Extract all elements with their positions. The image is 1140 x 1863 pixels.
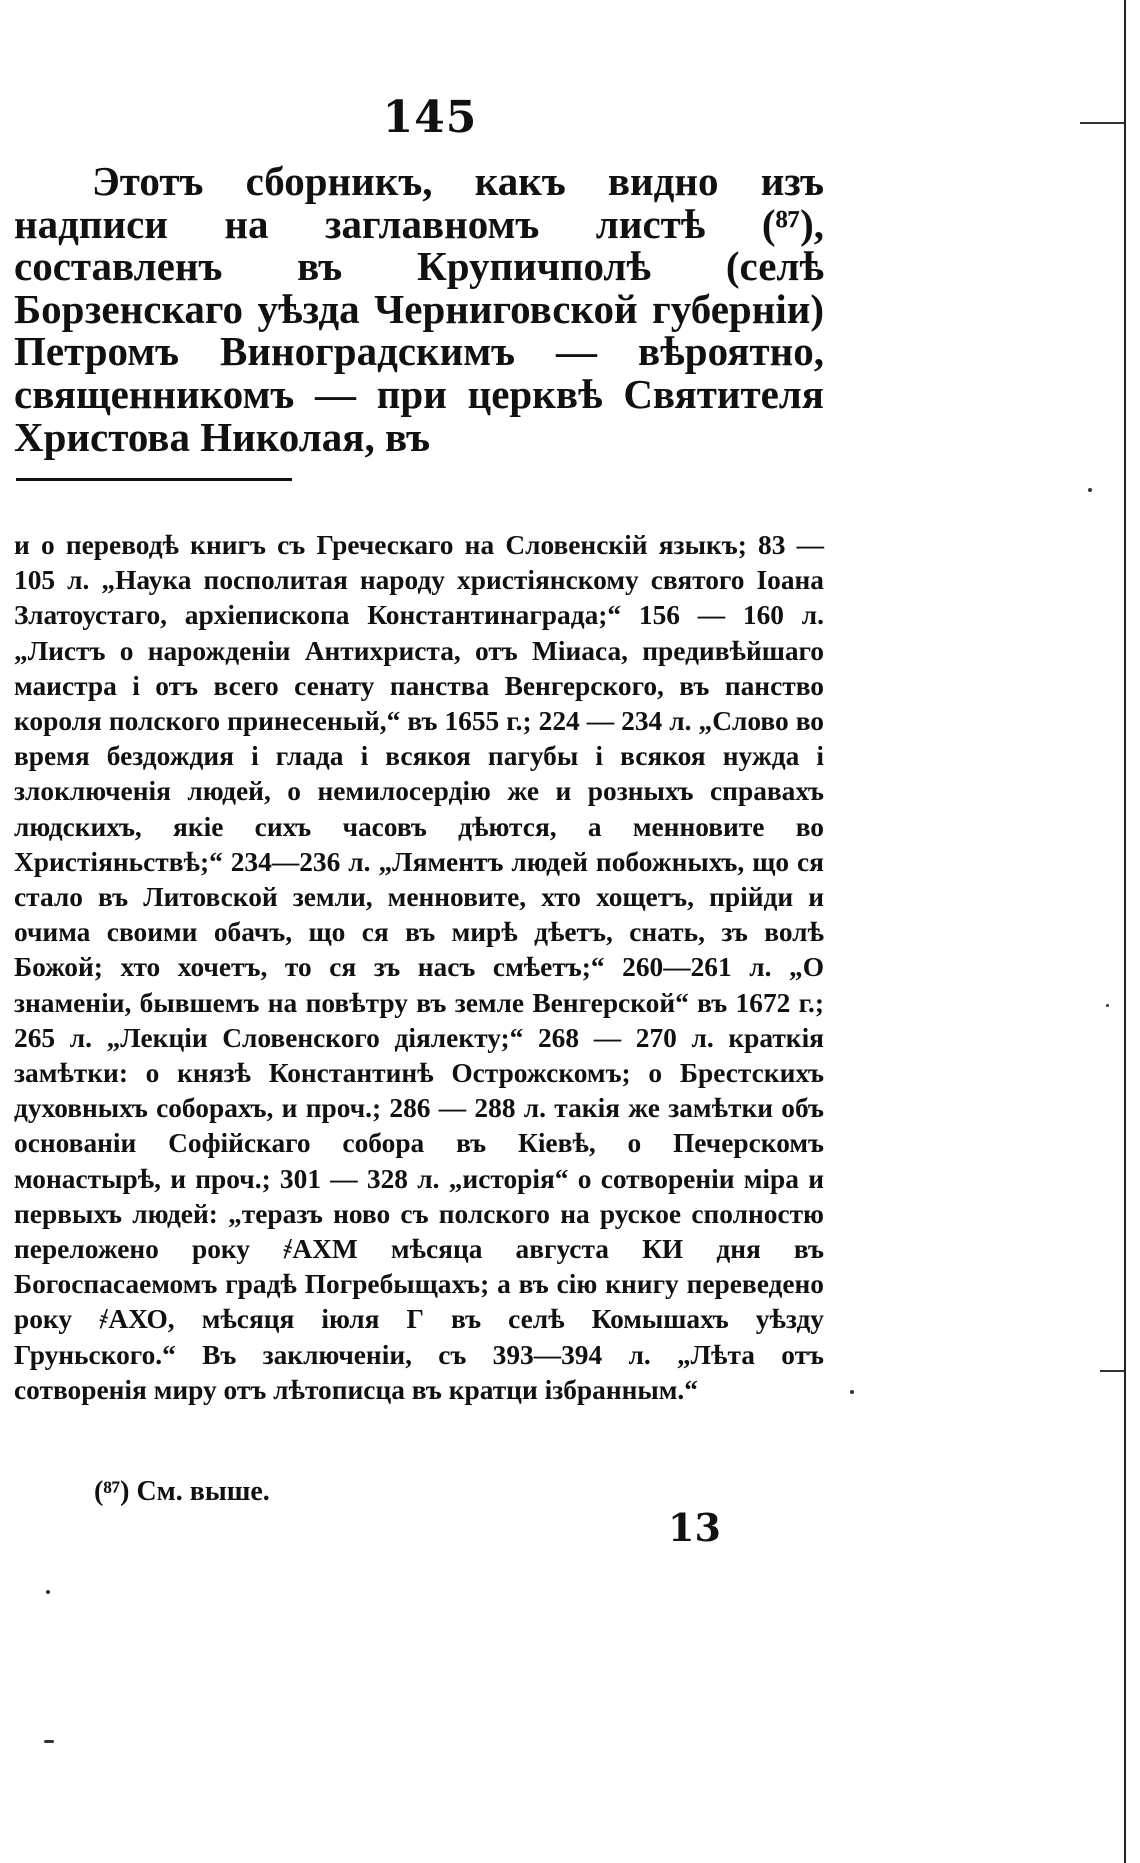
main-text <box>14 160 824 458</box>
main-paragraph: Этотъ сборникъ, какъ видно изъ надписи на заглавномъ листѣ (⁸⁷), составленъ въ Крупичполѣ (селѣ Борзенскаго уѣзда Черниговской губерніи) Петромъ Виноградскимъ — вѣроятно, священникомъ — при церквѣ Святителя Христова Николая, въ <box>14 158 824 460</box>
scan-speck <box>46 1590 50 1594</box>
margin-tick-mark <box>1080 122 1124 124</box>
printer-signature-mark: 13 <box>668 1505 721 1550</box>
page-edge-line <box>1124 0 1126 1863</box>
scan-speck <box>850 1390 854 1394</box>
footnote-87: (⁸⁷) См. выше. <box>94 1476 270 1507</box>
footnote-continuation <box>14 528 824 1408</box>
footnote-paragraph: и о переводѣ книгъ съ Греческаго на Словенскій языкъ; 83 — 105 л. „Наука посполитая народу христіянскому святого Іоана Златоустаго, архіепископа Константинаграда;“ 156 — 160 л. „Листъ о нарожденіи Антихриста, отъ Міиаса, предивѣйшаго маистра і отъ всего сенату панства Венгерского, въ панство короля полского принесеный,“ въ 1655 г.; 224 — 234 л. „Слово во время бездождия і глада і всякоя пагубы і всякоя нужда і злоключенія людей, о немилосердію же и розныхъ справахъ людскихъ, якіе сихъ часовъ дѣются, а менновите во Христіяньствѣ;“ 234—236 л. „Ляментъ людей побожныхъ, що ся стало въ Литовской земли, менновите, хто хощетъ, прійди и очима своими обачъ, що ся въ мирѣ дѣетъ, снать, зъ волѣ Божой; хто хочетъ, то ся зъ насъ смѣетъ;“ 260—261 л. „О знаменіи, бывшемъ на повѣтру въ земле Венгерской“ въ 1672 г.; 265 л. „Лекціи Словенского діялекту;“ 268 — 270 л. краткія замѣтки: о князѣ Константинѣ Острожскомъ; о Брестскихъ духовныхъ соборахъ, и проч.; 286 — 288 л. такія же замѣтки объ основаніи Софійскаго собора въ Кіевѣ, о Печерскомъ монастырѣ, и проч.; 301 — 328 л. „исторія“ о сотвореніи міра и первыхъ людей: „теразъ ново съ полского на руское сполностю переложено року ҂АХМ мѣсяца августа КИ дня въ Богоспасаемомъ градѣ Погребыщахъ; а въ сію книгу переведено року ҂АХО, мѣсяця іюля Г въ селѣ Комышахъ уѣзду Груньского.“ Въ заключеніи, съ 393—394 л. „Лѣта отъ сотворенія миру отъ лѣтописца въ кратци ізбранным.“ <box>14 530 824 1405</box>
margin-tick-mark <box>1100 1370 1124 1372</box>
footnote-separator-rule <box>16 478 292 481</box>
scan-speck <box>1088 488 1092 492</box>
scan-speck <box>44 1740 54 1743</box>
scan-speck <box>1106 1004 1109 1007</box>
page-number: 145 <box>382 92 478 143</box>
